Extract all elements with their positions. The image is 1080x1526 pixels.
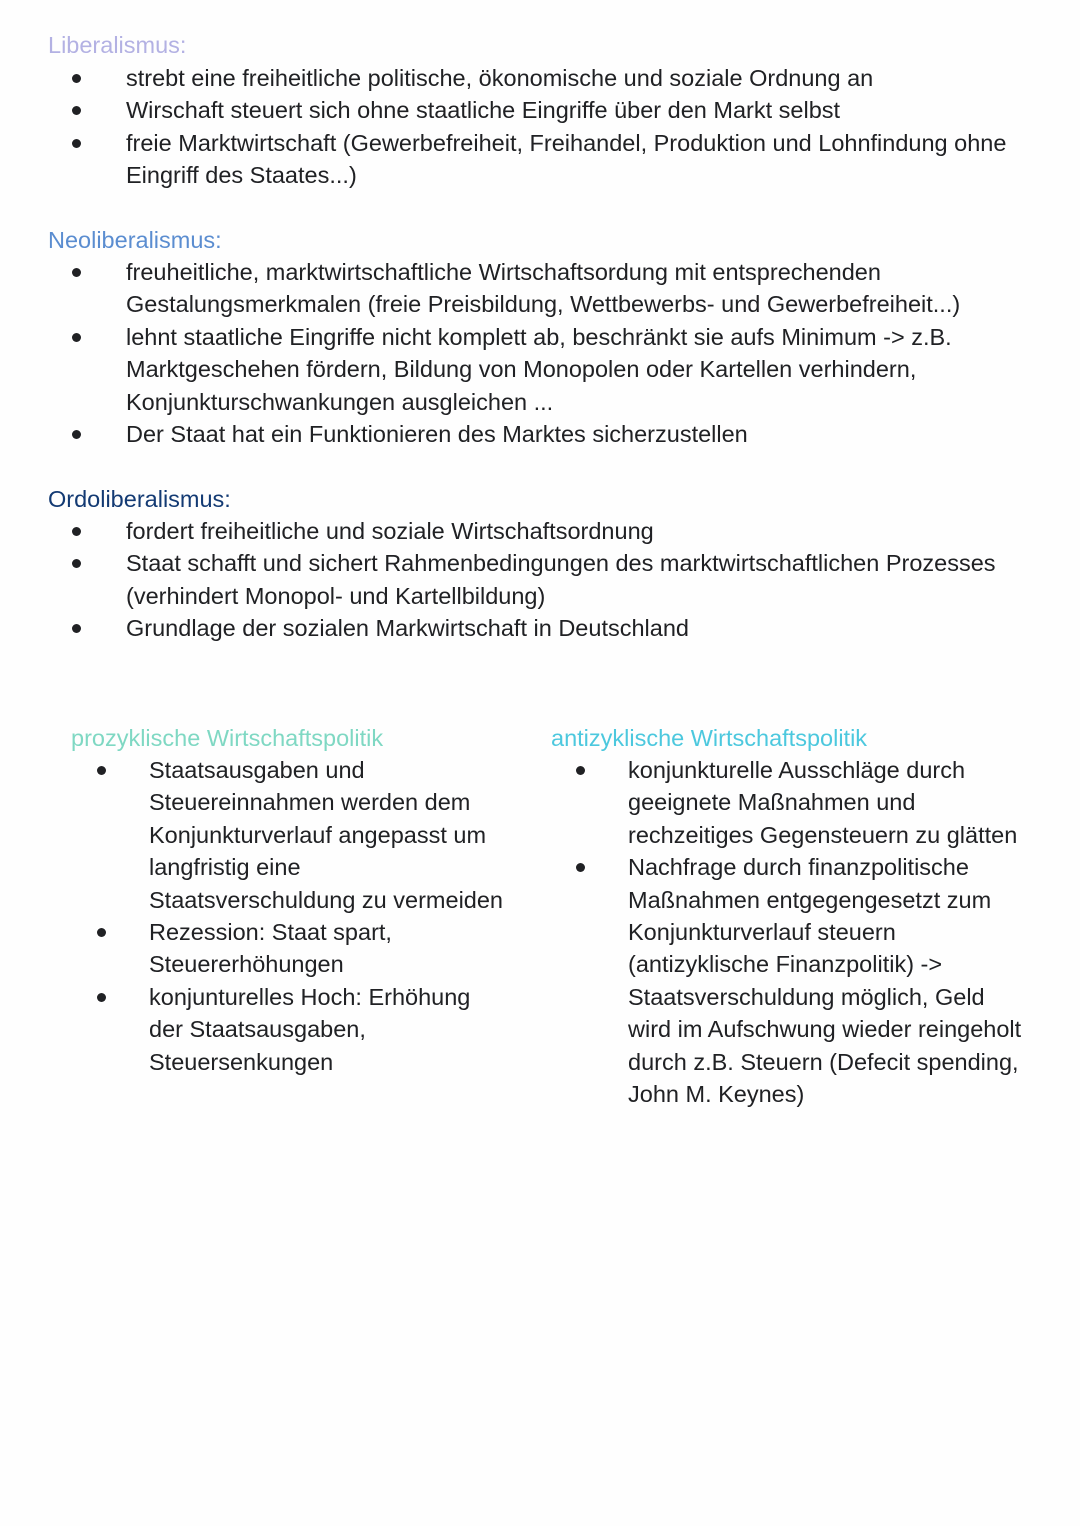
prozyklisch-list bbox=[149, 754, 509, 1078]
list-item: Staatsausgaben und Steuereinnahmen werden dem Konjunkturverlauf angepasst um langfristig eine Staatsverschuldung zu vermeiden bbox=[149, 754, 509, 916]
list-item: Wirschaft steuert sich ohne staatliche Eingriffe über den Markt selbst bbox=[126, 94, 1046, 126]
list-item: Der Staat hat ein Funktionieren des Marktes sicherzustellen bbox=[126, 418, 1006, 450]
ordoliberalismus-list bbox=[126, 515, 1046, 645]
list-item: strebt eine freiheitliche politische, ökonomische und soziale Ordnung an bbox=[126, 62, 1046, 94]
list-item: Grundlage der sozialen Markwirtschaft in Deutschland bbox=[126, 612, 1046, 644]
neoliberalismus-heading: Neoliberalismus: bbox=[48, 227, 222, 253]
list-item: freie Marktwirtschaft (Gewerbefreiheit, Freihandel, Produktion und Lohnfindung ohne Eingriff des Staates...) bbox=[126, 127, 1046, 192]
list-item: Nachfrage durch finanzpolitische Maßnahmen entgegengesetzt zum Konjunkturverlauf steuern (antizyklische Finanzpolitik) -> Staatsverschuldung möglich, Geld wird im Aufschwung wieder reingeholt durch z.B. Steuern (Defecit spending, John M. Keynes) bbox=[628, 851, 1023, 1110]
antizyklisch-list bbox=[628, 754, 1023, 1110]
list-item: konjunkturelle Ausschläge durch geeignete Maßnahmen und rechzeitiges Gegensteuern zu glätten bbox=[628, 754, 1023, 851]
list-item: Rezession: Staat spart, Steuererhöhungen bbox=[149, 916, 509, 981]
prozyklisch-heading: prozyklische Wirtschaftspolitik bbox=[71, 725, 384, 751]
liberalismus-heading: Liberalismus: bbox=[48, 32, 187, 58]
liberalismus-list bbox=[126, 62, 1046, 192]
neoliberalismus-list bbox=[126, 256, 1006, 450]
ordoliberalismus-heading: Ordoliberalismus: bbox=[48, 486, 231, 512]
antizyklisch-heading: antizyklische Wirtschaftspolitik bbox=[551, 725, 868, 751]
list-item: Staat schafft und sichert Rahmenbedingungen des marktwirtschaftlichen Prozesses (verhindert Monopol- und Kartellbildung) bbox=[126, 547, 1046, 612]
list-item: konjunturelles Hoch: Erhöhung der Staatsausgaben, Steuersenkungen bbox=[149, 981, 509, 1078]
list-item: lehnt staatliche Eingriffe nicht komplett ab, beschränkt sie aufs Minimum -> z.B. Marktgeschehen fördern, Bildung von Monopolen oder Kartellen verhindern, Konjunkturschwankungen ausgleichen ... bbox=[126, 321, 1006, 418]
list-item: freuheitliche, marktwirtschaftliche Wirtschaftsordung mit entsprechenden Gestalungsmerkmalen (freie Preisbildung, Wettbewerbs- und Gewerbefreiheit...) bbox=[126, 256, 1006, 321]
list-item: fordert freiheitliche und soziale Wirtschaftsordnung bbox=[126, 515, 1046, 547]
